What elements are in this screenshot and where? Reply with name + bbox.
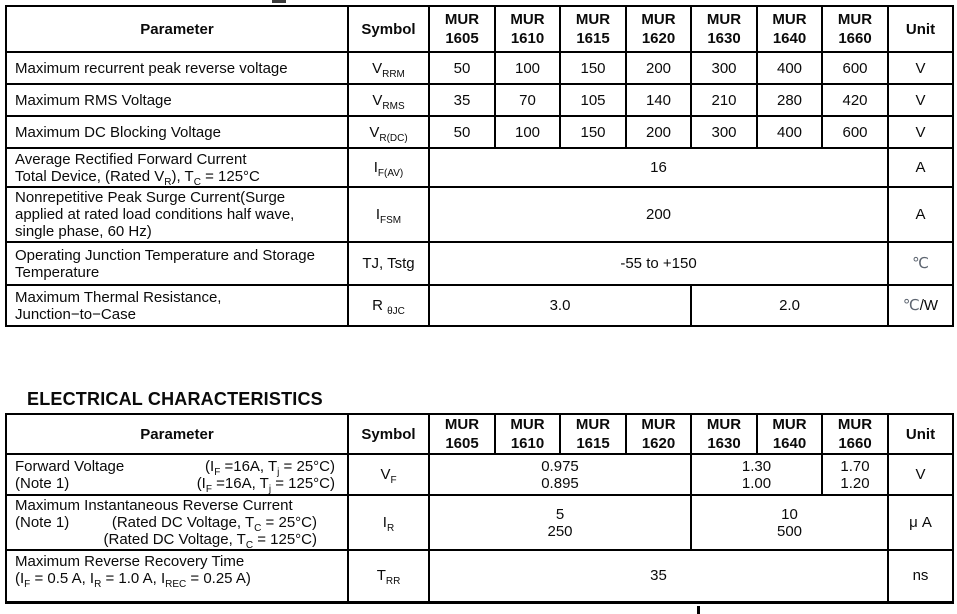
column-header-mur-1610: MUR 1610 — [495, 6, 560, 52]
value-cell-span: 0.975 0.895 — [429, 454, 691, 495]
symbol-vrrm: $V_{RRM}$ — [348, 52, 429, 84]
column-header-parameter: Parameter — [6, 414, 348, 454]
unit-cell: A — [888, 187, 953, 242]
unit-cell: ℃ — [888, 242, 953, 285]
unit-cell: ns — [888, 550, 953, 602]
value-cell-span: -55 to +150 — [429, 242, 888, 285]
param-ifav: Average Rectified Forward Current Total Device, (Rated $V_R$), $T_C = 125^\circ C$ — [6, 148, 348, 187]
column-header-mur-1660: MUR 1660 — [822, 414, 888, 454]
column-header-symbol: Symbol — [348, 6, 429, 52]
column-header-mur-1620: MUR 1620 — [626, 6, 691, 52]
value-cell-span: 200 — [429, 187, 888, 242]
column-header-unit: Unit — [888, 414, 953, 454]
table-row — [6, 52, 953, 84]
value-cell: 400 — [757, 52, 822, 84]
param-tj-tstg: Operating Junction Temperature and Storage Temperature — [6, 242, 348, 285]
symbol-vf: $V_F$ — [348, 454, 429, 495]
electrical-characteristics-table — [5, 413, 954, 604]
table-row — [6, 116, 953, 148]
value-cell: 150 — [560, 116, 626, 148]
unit-cell: ℃/W — [888, 285, 953, 326]
table-row — [6, 148, 953, 187]
maximum-ratings-table — [5, 5, 954, 327]
param-vrdc: Maximum DC Blocking Voltage — [6, 116, 348, 148]
value-cell: 600 — [822, 116, 888, 148]
value-cell: 280 — [757, 84, 822, 116]
value-cell: 1.70 1.20 — [822, 454, 888, 495]
section-title-electrical-characteristics: ELECTRICAL CHARACTERISTICS — [27, 389, 323, 409]
value-cell: 100 — [495, 52, 560, 84]
value-cell-span: 16 — [429, 148, 888, 187]
value-cell-span: 10 500 — [691, 495, 888, 550]
scan-artifact-divider-tick — [697, 606, 700, 614]
value-cell: 150 — [560, 52, 626, 84]
value-cell: 600 — [822, 52, 888, 84]
symbol-ifsm: $I_{FSM}$ — [348, 187, 429, 242]
param-vrrm: Maximum recurrent peak reverse voltage — [6, 52, 348, 84]
value-cell-span: 35 — [429, 550, 888, 602]
column-header-symbol: Symbol — [348, 414, 429, 454]
unit-cell: A — [888, 148, 953, 187]
unit-cell: V — [888, 84, 953, 116]
param-reverse-current: Maximum Instantaneous Reverse Current (Note 1) (Rated DC Voltage, $T_C = 25^\circ C$) (Rated DC Voltage, $T_C = 125^\circ C$) — [6, 495, 348, 550]
unit-cell: μ A — [888, 495, 953, 550]
unit-cell: V — [888, 454, 953, 495]
table-row — [6, 495, 953, 550]
value-cell: 300 — [691, 116, 757, 148]
value-cell: 420 — [822, 84, 888, 116]
column-header-mur-1615: MUR 1615 — [560, 414, 626, 454]
scan-artifact-top — [272, 0, 286, 3]
value-cell-span: 5 250 — [429, 495, 691, 550]
table-row — [6, 84, 953, 116]
symbol-vrdc: $V_{R(DC)}$ — [348, 116, 429, 148]
column-header-mur-1605: MUR 1605 — [429, 6, 495, 52]
unit-cell: V — [888, 52, 953, 84]
column-header-mur-1620: MUR 1620 — [626, 414, 691, 454]
value-cell-span: 1.30 1.00 — [691, 454, 822, 495]
symbol-vrms: $V_{RMS}$ — [348, 84, 429, 116]
symbol-rthjc: R $_{\theta JC}$ — [348, 285, 429, 326]
value-cell: 70 — [495, 84, 560, 116]
symbol-tj-tstg: TJ, Tstg — [348, 242, 429, 285]
symbol-ifav: $I_{F(AV)}$ — [348, 148, 429, 187]
column-header-mur-1630: MUR 1630 — [691, 414, 757, 454]
table-row — [6, 550, 953, 602]
param-forward-voltage: Forward Voltage ($I_F =16A$, $T_j = 25^\circ C$) (Note 1) ($I_F =16A$, $T_j = 125^\circ C$) — [6, 454, 348, 495]
value-cell: 200 — [626, 52, 691, 84]
value-cell-span: 2.0 — [691, 285, 888, 326]
value-cell: 100 — [495, 116, 560, 148]
column-header-mur-1610: MUR 1610 — [495, 414, 560, 454]
column-header-mur-1640: MUR 1640 — [757, 6, 822, 52]
column-header-mur-1615: MUR 1615 — [560, 6, 626, 52]
value-cell: 35 — [429, 84, 495, 116]
column-header-mur-1660: MUR 1660 — [822, 6, 888, 52]
value-cell: 400 — [757, 116, 822, 148]
value-cell: 140 — [626, 84, 691, 116]
symbol-trr: $T_{RR}$ — [348, 550, 429, 602]
table-row — [6, 242, 953, 285]
param-reverse-recovery-time: Maximum Reverse Recovery Time ($I_F = 0.5$ A, $I_R = 1.0$ A, $I_{REC} = 0.25$ A) — [6, 550, 348, 602]
value-cell: 210 — [691, 84, 757, 116]
column-header-mur-1630: MUR 1630 — [691, 6, 757, 52]
unit-cell: V — [888, 116, 953, 148]
param-rthjc: Maximum Thermal Resistance, Junction−to−Case — [6, 285, 348, 326]
value-cell: 105 — [560, 84, 626, 116]
column-header-parameter: Parameter — [6, 6, 348, 52]
table-row — [6, 187, 953, 242]
value-cell: 50 — [429, 52, 495, 84]
column-header-mur-1640: MUR 1640 — [757, 414, 822, 454]
value-cell: 300 — [691, 52, 757, 84]
symbol-ir: $I_R$ — [348, 495, 429, 550]
value-cell: 50 — [429, 116, 495, 148]
column-header-unit: Unit — [888, 6, 953, 52]
value-cell-span: 3.0 — [429, 285, 691, 326]
value-cell: 200 — [626, 116, 691, 148]
column-header-mur-1605: MUR 1605 — [429, 414, 495, 454]
param-ifsm: Nonrepetitive Peak Surge Current(Surge applied at rated load conditions half wave, single phase, 60 Hz) — [6, 187, 348, 242]
table-row — [6, 454, 953, 495]
table-row — [6, 285, 953, 326]
param-vrms: Maximum RMS Voltage — [6, 84, 348, 116]
